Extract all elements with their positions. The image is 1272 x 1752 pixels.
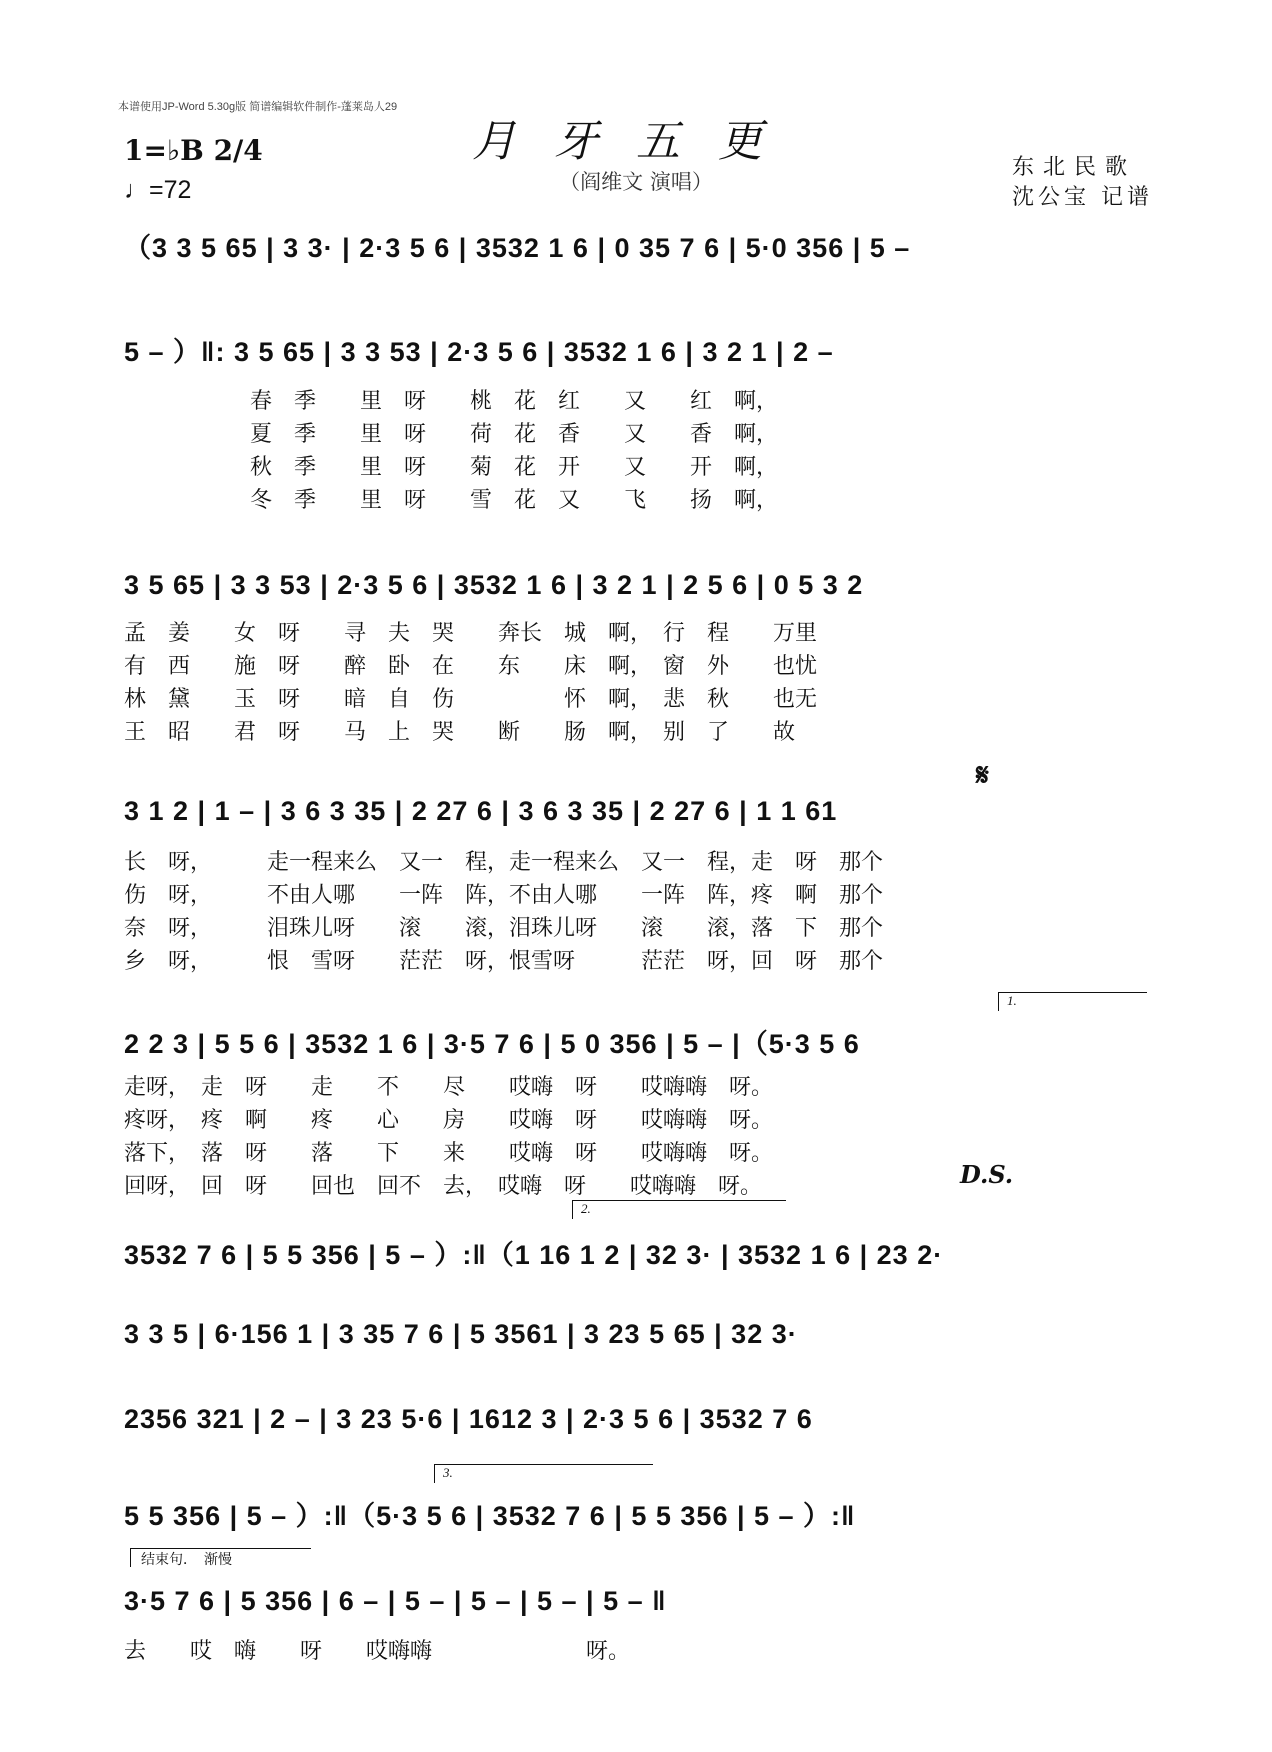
performer-subtitle: （阎维文 演唱） xyxy=(559,170,713,194)
song-origin: 东北民歌 xyxy=(1012,155,1137,180)
lyric-line: 走呀， 走 呀 走 不 尽 哎嗨 呀 哎嗨嗨 呀。 xyxy=(124,1075,774,1100)
lyric-line: 长 呀， 走一程来么 又一 程，走一程来么 又一 程，走 呀 那个 xyxy=(124,850,884,875)
score-row-1 xyxy=(124,226,1154,296)
ending-phrase-note: 结束句． 渐慢 xyxy=(130,1548,311,1567)
lyric-line: 疼呀， 疼 啊 疼 心 房 哎嗨 呀 哎嗨嗨 呀。 xyxy=(124,1108,774,1133)
lyric-line: 回呀， 回 呀 回也 回不 去， 哎嗨 呀 哎嗨嗨 呀。 xyxy=(124,1174,763,1199)
dal-segno-mark: D.S. xyxy=(960,1160,1014,1189)
lyric-line: 孟 姜 女 呀 寻 夫 哭 奔长 城 啊， 行 程 万里 xyxy=(124,621,818,646)
notes-row-4: 3 1 2 | 1 – | 3 6 3 35 | 2 27 6 | 3 6 3 35 | 2 27 6 | 1 1 61 xyxy=(124,796,838,826)
lyric-line: 夏 季 里 呀 荷 花 香 又 香 啊， xyxy=(250,422,779,447)
lyric-line: 秋 季 里 呀 菊 花 开 又 开 啊， xyxy=(250,455,779,480)
notes-row-1: （3 3 5 65 | 3 3· | 2·3 5 6 | 3532 1 6 | 0 35 7 6 | 5·0 356 | 5 – xyxy=(124,233,911,263)
notes-row-6: 3532 7 6 | 5 5 356 | 5 – ）:‖（1 16 1 2 | 32 3· | 3532 1 6 | 23 2· xyxy=(124,1240,944,1270)
transcriber: 沈公宝 记谱 xyxy=(1012,185,1153,210)
lyric-line: 伤 呀， 不由人哪 一阵 阵，不由人哪 一阵 阵，疼 啊 那个 xyxy=(124,883,884,908)
notes-row-2: 5 – ）‖: 3 5 65 | 3 3 53 | 2·3 5 6 | 3532 1 6 | 3 2 1 | 2 – xyxy=(124,337,834,367)
notes-row-9: 5 5 356 | 5 – ）:‖（5·3 5 6 | 3532 7 6 | 5 5 356 | 5 – ）:‖ xyxy=(124,1501,856,1531)
lyric-line: 春 季 里 呀 桃 花 红 又 红 啊， xyxy=(250,389,779,414)
volta-1-bracket: 1. xyxy=(998,992,1147,1011)
song-title: 月牙五更 xyxy=(472,116,800,167)
lyric-line: 冬 季 里 呀 雪 花 又 飞 扬 啊， xyxy=(250,488,779,513)
tempo-marking: ♩=72 xyxy=(124,176,192,204)
notes-row-8: 2356 321 | 2 – | 3 23 5·6 | 1612 3 | 2·3 5 6 | 3532 7 6 xyxy=(124,1404,813,1434)
lyric-line: 奈 呀， 泪珠儿呀 滚 滚，泪珠儿呀 滚 滚，落 下 那个 xyxy=(124,916,884,941)
lyric-line: 王 昭 君 呀 马 上 哭 断 肠 啊， 别 了 故 xyxy=(124,720,796,745)
lyric-line: 乡 呀， 恨 雪呀 茫茫 呀，恨雪呀 茫茫 呀，回 呀 那个 xyxy=(124,949,884,974)
notes-row-3: 3 5 65 | 3 3 53 | 2·3 5 6 | 3532 1 6 | 3 2 1 | 2 5 6 | 0 5 3 2 xyxy=(124,570,864,600)
lyric-line: 有 西 施 呀 醉 卧 在 东 床 啊， 窗 外 也忧 xyxy=(124,654,818,679)
notes-row-10: 3·5 7 6 | 5 356 | 6 – | 5 – | 5 – | 5 – | 5 – ‖ xyxy=(124,1586,667,1616)
notes-row-5: 2 2 3 | 5 5 6 | 3532 1 6 | 3·5 7 6 | 5 0 356 | 5 – |（5·3 5 6 xyxy=(124,1029,860,1059)
score-row-6 xyxy=(124,1233,1154,1303)
lyric-line: 去 哎 嗨 呀 哎嗨嗨 呀。 xyxy=(124,1639,631,1664)
notes-row-7: 3 3 5 | 6·156 1 | 3 35 7 6 | 5 3561 | 3 23 5 65 | 32 3· xyxy=(124,1319,798,1349)
key-signature: 1=♭B 2/4 xyxy=(124,134,263,167)
segno-sign: 𝄋 xyxy=(976,758,989,793)
volta-3-bracket: 3. xyxy=(434,1464,653,1483)
lyric-line: 落下， 落 呀 落 下 来 哎嗨 呀 哎嗨嗨 呀。 xyxy=(124,1141,774,1166)
software-credit: 本谱使用JP-Word 5.30g版 简谱编辑软件制作-蓬莱岛人29 xyxy=(118,101,398,113)
score-row-7 xyxy=(124,1319,1154,1389)
volta-2-bracket: 2. xyxy=(572,1200,786,1219)
lyric-line: 林 黛 玉 呀 暗 自 伤 怀 啊， 悲 秋 也无 xyxy=(124,687,818,712)
